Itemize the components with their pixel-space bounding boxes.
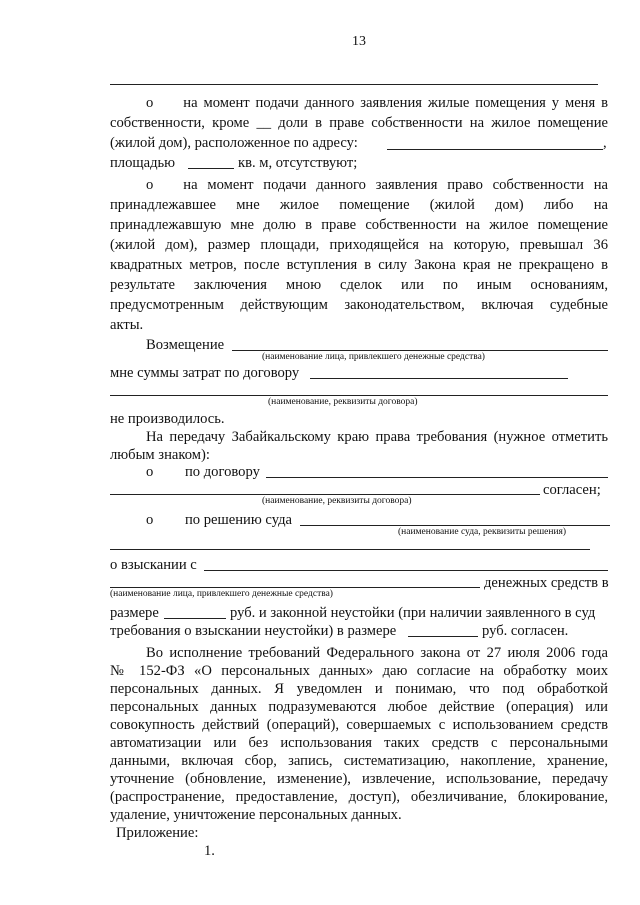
claim-court-line2 — [110, 549, 590, 550]
para1-line3: (жилой дом), расположенное по адресу: — [110, 135, 358, 151]
claim-recovery-line2 — [110, 587, 480, 588]
page-number: 13 — [352, 34, 366, 49]
para2-line5: квадратных метров, после вступления в силу Закона края не прекращено в — [110, 257, 608, 273]
consent-line2: № 152-ФЗ «О персональных данных» даю согласие на обработку моих — [110, 663, 608, 679]
top-separator-line — [110, 84, 598, 85]
claim-req-b: руб. согласен. — [482, 623, 569, 639]
claim-opt1-label: по договору — [185, 464, 260, 480]
claim-opt2-label: по решению суда — [185, 512, 292, 528]
para1-line4b: кв. м, отсутствуют; — [238, 155, 358, 171]
claim-bullet-1: o — [146, 464, 154, 480]
consent-line9: (распространение, предоставление, доступ), обезличивание, блокирование, — [110, 789, 608, 805]
claim-opt1-line2 — [110, 494, 540, 495]
consent-line1: Во исполнение требований Федерального закона от 27 июля 2006 года — [146, 645, 608, 661]
area-field-line — [188, 168, 234, 169]
claim-funds: денежных средств в — [484, 575, 609, 591]
consent-line8: уточнение (обновление, изменение), извлечение, использование, передачу — [110, 771, 608, 787]
consent-line5: совокупность действий (операций), совершаемых с использованием средств — [110, 717, 608, 733]
address-field-line — [387, 149, 603, 150]
claim-recovery-line1 — [204, 570, 608, 571]
para2-line1: o на момент подачи данного заявления право собственности на — [110, 176, 608, 194]
claim-caption-contract: (наименование, реквизиты договора) — [262, 496, 412, 506]
para2-line3: принадлежавшую мне долю в праве собственности на жилое помещение — [110, 217, 608, 233]
claim-req-a: требования о взыскании неустойки) в размере — [110, 623, 397, 639]
consent-line10: удаление, уничтожение персональных данных. — [110, 807, 402, 823]
claim-line1: На передачу Забайкальскому краю права требования (нужное отметить — [146, 429, 608, 445]
bullet-2: o — [146, 177, 154, 193]
claim-line2: любым знаком): — [110, 447, 210, 463]
reimb-caption-contract: (наименование, реквизиты договора) — [268, 397, 418, 407]
reimb-line2: мне суммы затрат по договору — [110, 365, 300, 381]
claim-amount-b: руб. и законной неустойки (при наличии заявленного в суд — [230, 605, 596, 621]
consent-line6: автоматизации или без использования таких средств с персональными — [110, 735, 608, 751]
para2-line7: предусмотренным действующим законодательством, включая судебные — [110, 297, 608, 313]
reimb-contract-line1 — [310, 378, 568, 379]
para1-line1: o на момент подачи данного заявления жилые помещения у меня в — [110, 94, 608, 112]
bullet-1: o — [146, 95, 154, 111]
reimb-line3: не производилось. — [110, 411, 225, 427]
consent-line7: данными, включая сбор, запись, систематизацию, накопление, хранение, — [110, 753, 608, 769]
para2-line4: (жилой дом), размер площади, приходящейся на которую, превышал 36 — [110, 237, 608, 253]
claim-bullet-2: o — [146, 512, 154, 528]
para2-line8: акты. — [110, 317, 144, 333]
claim-amount-line — [164, 618, 226, 619]
para1-line2: собственности, кроме __ доли в праве собственности на жилое помещение — [110, 115, 608, 131]
consent-line3: персональных данных. Я уведомлен и понимаю, что под обработкой — [110, 681, 608, 697]
claim-req-line — [408, 636, 478, 637]
para2-line6: результате заключения мною сделок или по иным основаниям, — [110, 277, 608, 293]
consent-line4: персональных данных подразумеваются любое действие (операция) или — [110, 699, 608, 715]
attachment-item-1: 1. — [204, 843, 215, 859]
claim-recovery: о взыскании с — [110, 557, 197, 573]
reimb-contract-line2 — [110, 395, 608, 396]
para2-line2: принадлежавшее мне жилое помещение (жилой дом) либо на — [110, 197, 608, 213]
claim-amount-a: размере — [110, 605, 159, 621]
claim-opt1-line1 — [266, 477, 608, 478]
claim-caption-court: (наименование суда, реквизиты решения) — [398, 527, 567, 537]
para1-comma: , — [603, 135, 607, 151]
reimb-label: Возмещение — [146, 337, 225, 353]
attachment-label: Приложение: — [116, 825, 199, 841]
reimb-caption-person: (наименование лица, привлекшего денежные средства) — [262, 352, 485, 362]
claim-court-line — [300, 525, 610, 526]
claim-agree: согласен; — [543, 482, 601, 498]
para1-line4a: площадью — [110, 155, 176, 171]
claim-caption-person: (наименование лица, привлекшего денежные средства) — [110, 589, 333, 599]
reimb-person-line — [232, 350, 608, 351]
